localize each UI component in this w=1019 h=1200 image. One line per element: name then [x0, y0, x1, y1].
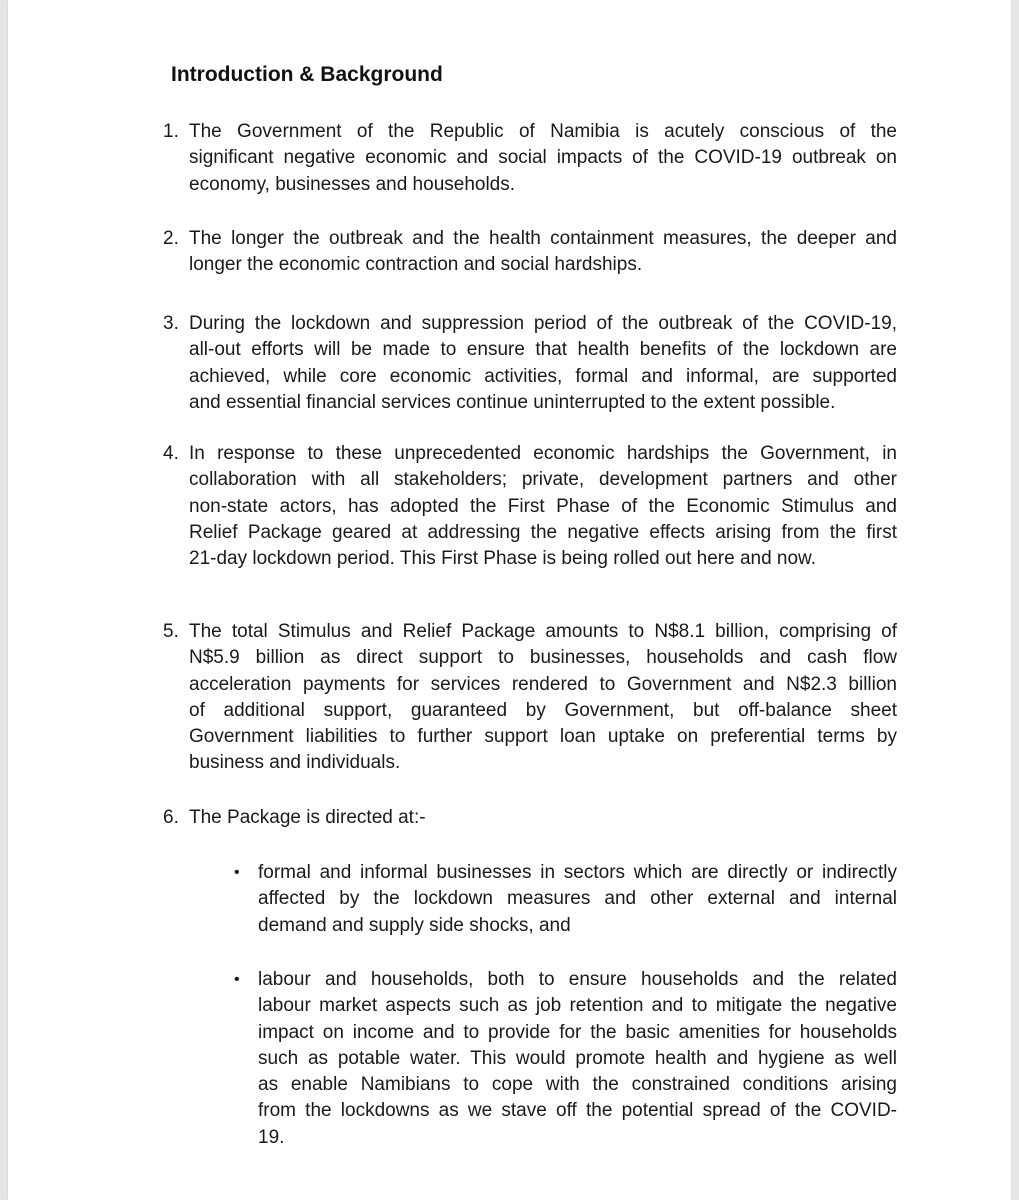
bullet-icon: • — [234, 971, 240, 988]
paragraph-number: 1. — [163, 121, 179, 142]
text-line: impact on income and to provide for the basic amenities for households — [258, 1021, 897, 1043]
numbered-paragraph — [163, 805, 897, 831]
text-line: The Package is directed at:- — [189, 807, 426, 828]
text-line: demand and supply side shocks, and — [258, 914, 571, 936]
numbered-paragraph — [163, 619, 897, 777]
text-line: non-state actors, has adopted the First Phase of the Economic Stimulus and — [189, 495, 897, 517]
section-heading: Introduction & Background — [171, 63, 443, 86]
text-line: all-out efforts will be made to ensure that health benefits of the lockdown are — [189, 339, 897, 361]
text-line: economy, businesses and households. — [189, 173, 516, 195]
text-line: During the lockdown and suppression period of the outbreak of the COVID-19, — [189, 313, 897, 334]
text-line: of additional support, guaranteed by Government, but off-balance sheet — [189, 699, 897, 721]
numbered-paragraph — [163, 119, 897, 198]
text-line: 19. — [258, 1126, 285, 1148]
text-line: and essential financial services continue uninterrupted to the extent possible. — [189, 391, 836, 413]
paragraph-number: 4. — [163, 443, 179, 464]
text-line: Government liabilities to further support loan uptake on preferential terms by — [189, 726, 897, 748]
text-line: such as potable water. This would promote health and hygiene as well — [258, 1047, 897, 1069]
paragraph-number: 5. — [163, 621, 179, 642]
numbered-paragraph — [163, 311, 897, 416]
text-line: formal and informal businesses in sectors which are directly or indirectly — [258, 862, 897, 883]
text-line: longer the economic contraction and social hardships. — [189, 254, 643, 276]
text-line: significant negative economic and social impacts of the COVID-19 outbreak on — [189, 147, 897, 169]
text-line: achieved, while core economic activities, formal and informal, are supported — [189, 365, 897, 387]
text-line: from the lockdowns as we stave off the potential spread of the COVID- — [258, 1100, 897, 1122]
document-page — [8, 0, 1011, 1200]
paragraph-number: 6. — [163, 807, 179, 828]
text-line: collaboration with all stakeholders; private, development partners and other — [189, 469, 897, 491]
text-line: as enable Namibians to cope with the constrained conditions arising — [258, 1074, 897, 1096]
text-line: The Government of the Republic of Namibia is acutely conscious of the — [189, 121, 897, 142]
text-line: The total Stimulus and Relief Package amounts to N$8.1 billion, comprising of — [189, 621, 897, 642]
paragraph-number: 2. — [163, 228, 179, 249]
text-line: 21-day lockdown period. This First Phase is being rolled out here and now. — [189, 548, 817, 570]
text-line: labour market aspects such as job retention and to mitigate the negative — [258, 995, 897, 1017]
bullet-item — [234, 860, 897, 939]
bullet-item — [234, 967, 897, 1151]
text-line: labour and households, both to ensure households and the related — [258, 969, 897, 990]
paragraph-number: 3. — [163, 313, 179, 334]
bullet-icon: • — [234, 864, 240, 881]
text-line: acceleration payments for services rendered to Government and N$2.3 billion — [189, 673, 897, 695]
numbered-paragraph — [163, 226, 897, 279]
text-line: Relief Package geared at addressing the negative effects arising from the first — [189, 521, 897, 543]
text-line: business and individuals. — [189, 752, 401, 774]
text-line: The longer the outbreak and the health containment measures, the deeper and — [189, 228, 897, 249]
text-line: affected by the lockdown measures and other external and internal — [258, 888, 897, 910]
numbered-paragraph — [163, 441, 897, 572]
text-line: In response to these unprecedented economic hardships the Government, in — [189, 443, 897, 464]
text-line: N$5.9 billion as direct support to businesses, households and cash flow — [189, 647, 897, 669]
